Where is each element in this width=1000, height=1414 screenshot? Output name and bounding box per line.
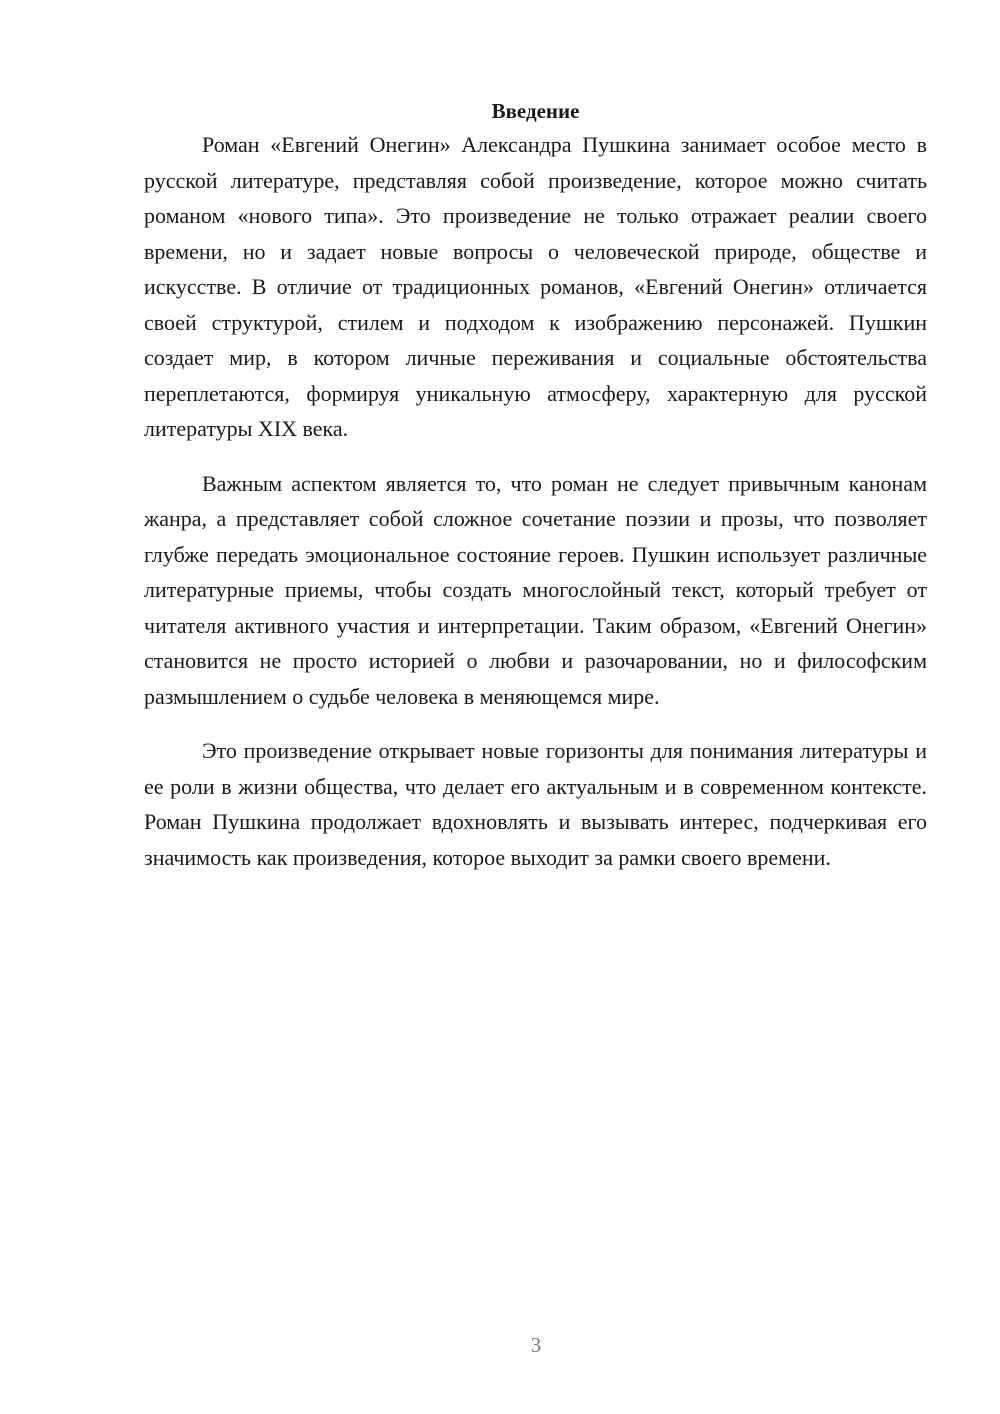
paragraph-1: Роман «Евгений Онегин» Александра Пушкина занимает особое место в русской литературе, представляя собой произведение, которое можно считать романом «нового типа». Это произведение не только отражает реалии своего времени, но и задает новые вопросы о человеческой природе, обществе и искусстве. В отличие от традиционных романов, «Евгений Онегин» отличается своей структурой, стилем и подходом к изображению персонажей. Пушкин создает мир, в котором личные переживания и социальные обстоятельства переплетаются, формируя уникальную атмосферу, характерную для русской литературы XIX века. [144,132,927,441]
section-title: Введение [491,99,580,123]
page-number: 3 [530,1333,542,1357]
paragraph-3: Это произведение открывает новые горизонты для понимания литературы и ее роли в жизни общества, что делает его актуальным и в современном контексте. Роман Пушкина продолжает вдохновлять и вызывать интерес, подчеркивая его значимость как произведения, которое выходит за рамки своего времени. [144,738,927,870]
page-content [144,95,927,875]
paragraph-2: Важным аспектом является то, что роман не следует привычным канонам жанра, а представляет собой сложное сочетание поэзии и прозы, что позволяет глубже передать эмоциональное состояние героев. Пушкин использует различные литературные приемы, чтобы создать многослойный текст, который требует от читателя активного участия и интерпретации. Таким образом, «Евгений Онегин» становится не просто историей о любви и разочаровании, но и философским размышлением о судьбе человека в меняющемся мире. [144,470,927,709]
